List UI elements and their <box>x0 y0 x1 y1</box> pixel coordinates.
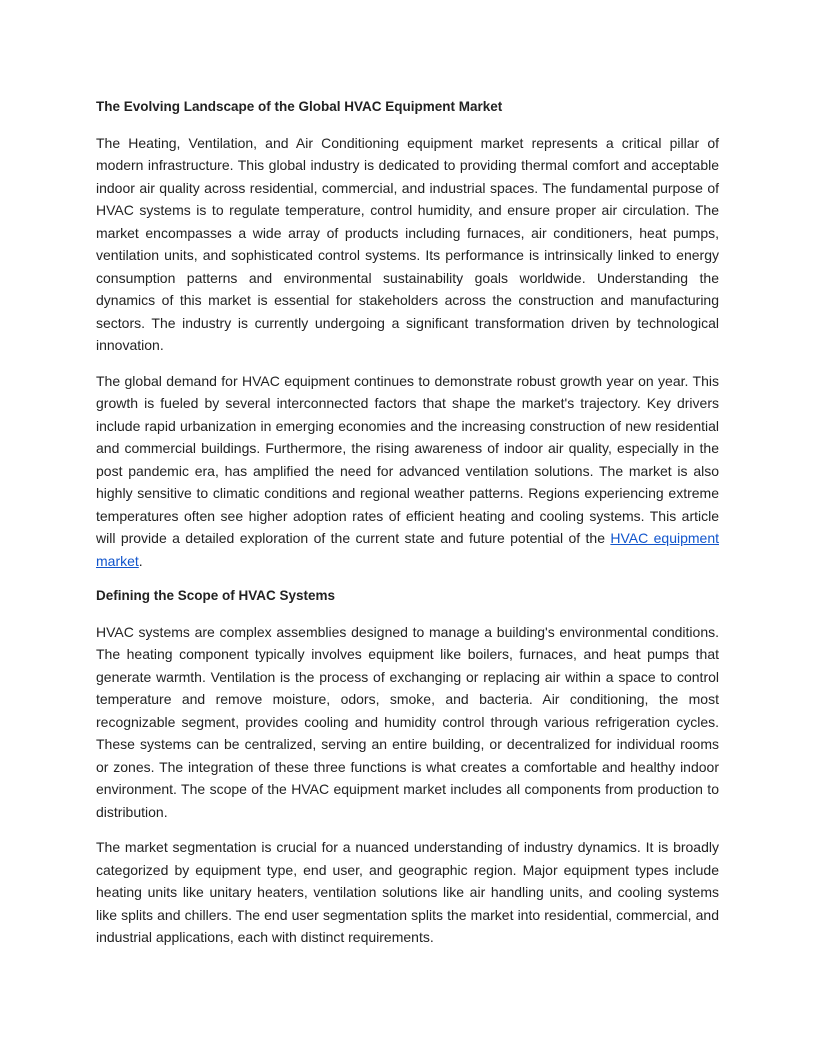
paragraph-demand <box>96 370 719 573</box>
paragraph-scope: HVAC systems are complex assemblies designed to manage a building's environmental conditions. The heating component typically involves equipment like boilers, furnaces, and heat pumps that generate warmth. Ventilation is the process of exchanging or replacing air within a space to control temperature and remove moisture, odors, smoke, and bacteria. Air conditioning, the most recognizable segment, provides cooling and humidity control through various refrigeration cycles. These systems can be centralized, serving an entire building, or decentralized for individual rooms or zones. The integration of these three functions is what creates a comfortable and healthy indoor environment. The scope of the HVAC equipment market includes all components from production to distribution. <box>96 623 719 820</box>
section-heading-scope: Defining the Scope of HVAC Systems <box>96 588 336 603</box>
paragraph-demand-text: The global demand for HVAC equipment continues to demonstrate robust growth year on year. This growth is fueled by several interconnected factors that shape the market's trajectory. Key drivers include rapid urbanization in emerging economies and the increasing construction of new residential and commercial buildings. Furthermore, the rising awareness of indoor air quality, especially in the post pandemic era, has amplified the need for advanced ventilation solutions. The market is also highly sensitive to climatic conditions and regional weather patterns. Regions experiencing extreme temperatures often see higher adoption rates of efficient heating and cooling systems. This article will provide a detailed exploration of the current state and future potential of the <box>96 372 719 546</box>
document-title: The Evolving Landscape of the Global HVAC Equipment Market <box>96 99 503 114</box>
document-page <box>96 96 719 962</box>
paragraph-segmentation: The market segmentation is crucial for a nuanced understanding of industry dynamics. It is broadly categorized by equipment type, end user, and geographic region. Major equipment types include heating units like unitary heaters, ventilation solutions like air handling units, and cooling systems like splits and chillers. The end user segmentation splits the market into residential, commercial, and industrial applications, each with distinct requirements. <box>96 839 719 945</box>
hvac-market-link[interactable]: HVAC equipment market <box>96 530 719 569</box>
paragraph-demand-end: . <box>138 552 143 569</box>
paragraph-intro: The Heating, Ventilation, and Air Conditioning equipment market represents a critical pillar of modern infrastructure. This global industry is dedicated to providing thermal comfort and acceptable indoor air quality across residential, commercial, and industrial spaces. The fundamental purpose of HVAC systems is to regulate temperature, control humidity, and ensure proper air circulation. The market encompasses a wide array of products including furnaces, air conditioners, heat pumps, ventilation units, and sophisticated control systems. Its performance is intrinsically linked to energy consumption patterns and environmental sustainability goals worldwide. Understanding the dynamics of this market is essential for stakeholders across the construction and manufacturing sectors. The industry is currently undergoing a significant transformation driven by technological innovation. <box>96 134 719 353</box>
